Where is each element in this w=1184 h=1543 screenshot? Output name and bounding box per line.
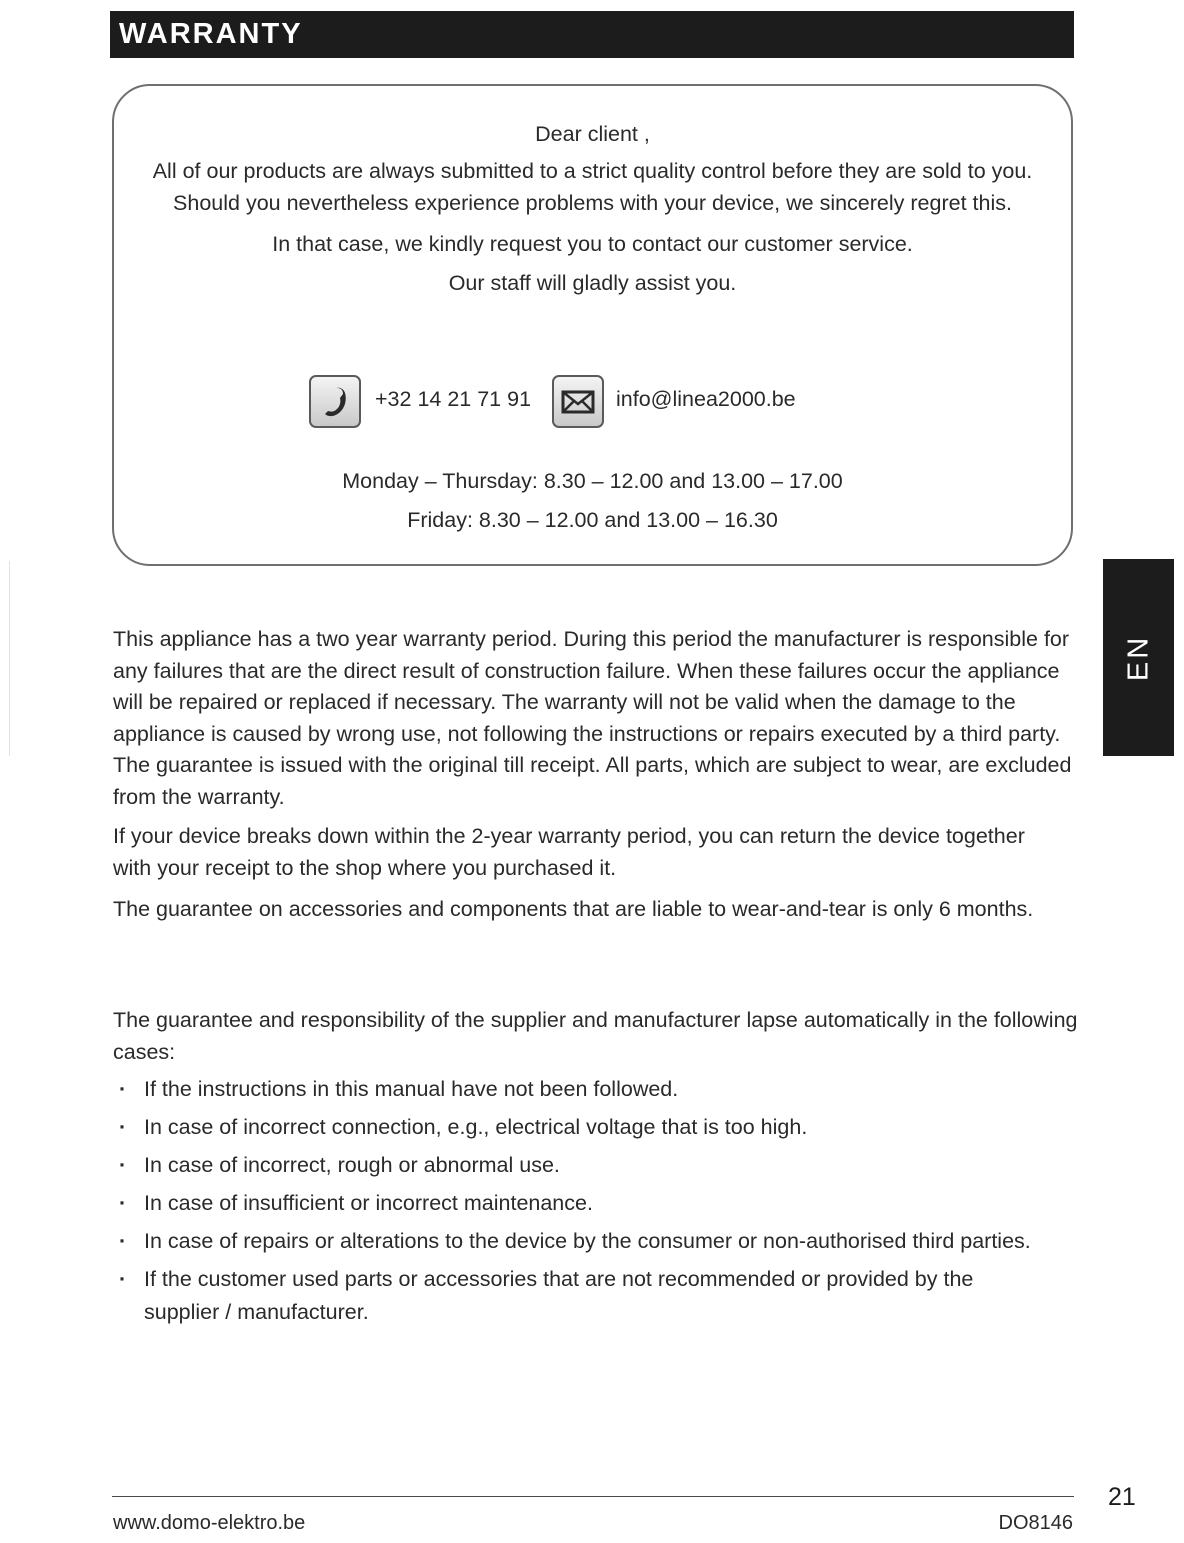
page-number: 21 [1108,1483,1136,1511]
footer-website[interactable]: www.domo-elektro.be [113,1512,306,1534]
margin-line [9,561,10,756]
phone-glyph [320,385,350,419]
email-address[interactable]: info@linea2000.be [616,387,796,411]
list-item: · If the customer used parts or accessories that are not recommended or provided by the supplier / manufacturer. [119,1263,1049,1329]
return-paragraph: If your device breaks down within the 2-year warranty period, you can return the device together with your receipt to the shop where you purchased it. [113,824,1025,880]
opening-hours-friday: Friday: 8.30 – 12.00 and 13.00 – 16.30 [407,508,778,532]
list-item: · In case of incorrect connection, e.g., electrical voltage that is too high. [119,1111,1049,1144]
apology-statement: Should you nevertheless experience problems with your device, we sincerely regret this. [173,191,1012,215]
opening-hours-weekdays: Monday – Thursday: 8.30 – 12.00 and 13.00 – 17.00 [342,469,843,493]
phone-icon [309,375,361,428]
envelope-glyph [561,389,595,415]
lapse-cases-list [119,1073,1049,1334]
language-tab [1103,559,1174,756]
greeting: Dear client , [535,122,650,146]
language-label: EN [1122,634,1154,681]
accessories-paragraph: The guarantee on accessories and components that are liable to wear-and-tear is only 6 months. [113,897,1034,921]
customer-service-box [112,84,1073,566]
section-header [110,11,1074,58]
contact-request: In that case, we kindly request you to contact our customer service. [272,232,913,256]
assistance-note: Our staff will gladly assist you. [448,271,737,295]
footer-divider [112,1496,1074,1497]
list-item: · If the instructions in this manual have not been followed. [119,1073,1049,1106]
footer-model-number: DO8146 [998,1512,1073,1534]
lapse-intro-paragraph: The guarantee and responsibility of the supplier and manufacturer lapse automatically in the following cases: [113,1008,1078,1064]
page-title: WARRANTY [119,18,303,50]
list-item: · In case of repairs or alterations to the device by the consumer or non-authorised third parties. [119,1225,1049,1258]
quality-statement: All of our products are always submitted to a strict quality control before they are sold to you. [152,159,1033,183]
list-item: · In case of incorrect, rough or abnormal use. [119,1149,1049,1182]
mail-icon [552,375,604,428]
list-item: · In case of insufficient or incorrect maintenance. [119,1187,1049,1220]
phone-number[interactable]: +32 14 21 71 91 [375,387,532,411]
warranty-period-paragraph: This appliance has a two year warranty period. During this period the manufacturer is responsible for any failures that are the direct result of construction failure. When these failures occur the appliance will be repaired or replaced if necessary. The warranty will not be valid when the damage to the appliance is caused by wrong use, not following the instructions or repairs executed by a third party. The guarantee is issued with the original till receipt. All parts, which are subject to wear, are excluded from the warranty. [113,627,1072,809]
contact-details [114,375,1071,433]
